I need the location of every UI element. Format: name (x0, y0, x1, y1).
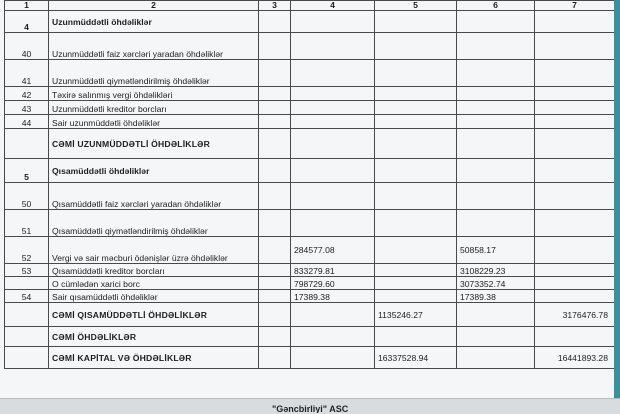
cell-col4: 798729.60 (291, 277, 375, 290)
table-row (5, 264, 615, 277)
cell-col7: 16441893.28 (535, 347, 615, 369)
row-label: Qısamüddətli qiymətləndirilmiş öhdəliklər (49, 210, 259, 237)
cell-col5 (375, 33, 457, 60)
cell-col5 (375, 264, 457, 277)
cell-col6 (457, 11, 535, 33)
cell-col3 (259, 264, 291, 277)
cell-col5 (375, 101, 457, 115)
cell-col5 (375, 129, 457, 159)
cell-col7 (535, 183, 615, 210)
cell-col6: 3108229.23 (457, 264, 535, 277)
cell-col3 (259, 183, 291, 210)
row-label: Uzunmüddətli kreditor borcları (49, 101, 259, 115)
cell-col5 (375, 237, 457, 264)
cell-col6 (457, 115, 535, 129)
cell-col7 (535, 264, 615, 277)
cell-col5 (375, 277, 457, 290)
cell-col5 (375, 159, 457, 183)
cell-col3 (259, 129, 291, 159)
cell-col5 (375, 183, 457, 210)
row-code: 41 (5, 60, 49, 87)
row-label: CƏMİ QISAMÜDDƏTLİ ÖHDƏLİKLƏR (49, 303, 259, 327)
row-code: 43 (5, 101, 49, 115)
cell-col5 (375, 210, 457, 237)
column-header: 5 (375, 1, 457, 11)
cell-col5 (375, 60, 457, 87)
row-code: 51 (5, 210, 49, 237)
cell-col6 (457, 183, 535, 210)
row-code: 52 (5, 237, 49, 264)
table-row (5, 237, 615, 264)
cell-col6 (457, 129, 535, 159)
cell-col3 (259, 327, 291, 347)
cell-col6 (457, 210, 535, 237)
cell-col3 (259, 159, 291, 183)
cell-col7 (535, 87, 615, 101)
cell-col6 (457, 60, 535, 87)
row-label: Vergi və sair məcburi ödənişlər üzrə öhdəliklər (49, 237, 259, 264)
row-label: Təxirə salınmış vergi öhdəlikləri (49, 87, 259, 101)
table-row (5, 290, 615, 303)
cell-col3 (259, 33, 291, 60)
company-name: "Gəncbirliyi" ASC (272, 404, 349, 413)
cell-col7 (535, 327, 615, 347)
cell-col7: 3176476.78 (535, 303, 615, 327)
cell-col4: 284577.08 (291, 237, 375, 264)
column-header: 2 (49, 1, 259, 11)
row-code: 44 (5, 115, 49, 129)
column-header: 3 (259, 1, 291, 11)
cell-col7 (535, 115, 615, 129)
row-label: CƏMİ KAPİTAL VƏ ÖHDƏLİKLƏR (49, 347, 259, 369)
cell-col4 (291, 159, 375, 183)
cell-col7 (535, 290, 615, 303)
cell-col3 (259, 290, 291, 303)
row-code (5, 327, 49, 347)
column-header: 6 (457, 1, 535, 11)
cell-col7 (535, 60, 615, 87)
cell-col4 (291, 183, 375, 210)
column-header: 4 (291, 1, 375, 11)
liabilities-table (4, 0, 615, 369)
cell-col5 (375, 11, 457, 33)
cell-col3 (259, 101, 291, 115)
total-row (5, 129, 615, 159)
cell-col6: 3073352.74 (457, 277, 535, 290)
cell-col7 (535, 237, 615, 264)
cell-col6 (457, 327, 535, 347)
cell-col6 (457, 101, 535, 115)
cell-col6: 50858.17 (457, 237, 535, 264)
cell-col5: 16337528.94 (375, 347, 457, 369)
cell-col5 (375, 327, 457, 347)
cell-col3 (259, 60, 291, 87)
cell-col4 (291, 129, 375, 159)
cell-col3 (259, 11, 291, 33)
row-label: Uzunmüddətli faiz xərcləri yaradan öhdəliklər (49, 33, 259, 60)
cell-col4 (291, 11, 375, 33)
cell-col3 (259, 115, 291, 129)
table-row (5, 60, 615, 87)
table-row (5, 101, 615, 115)
cell-col3 (259, 237, 291, 264)
row-label: CƏMİ UZUNMÜDDƏTLİ ÖHDƏLİKLƏR (49, 129, 259, 159)
row-label: Uzunmüddətli öhdəliklər (49, 11, 259, 33)
cell-col5 (375, 115, 457, 129)
cell-col3 (259, 303, 291, 327)
cell-col6: 17389.38 (457, 290, 535, 303)
cell-col4 (291, 347, 375, 369)
row-label: Qısamüddətli öhdəliklər (49, 159, 259, 183)
row-code: 50 (5, 183, 49, 210)
column-header-row (5, 1, 615, 11)
table-row (5, 159, 615, 183)
row-code (5, 347, 49, 369)
cell-col7 (535, 101, 615, 115)
row-label: O cümlədən xarici borc (49, 277, 259, 290)
cell-col4 (291, 115, 375, 129)
cell-col4 (291, 210, 375, 237)
cell-col7 (535, 11, 615, 33)
cell-col5: 1135246.27 (375, 303, 457, 327)
table-row (5, 210, 615, 237)
row-label: Uzunmüddətli qiymətləndirilmiş öhdəliklər (49, 60, 259, 87)
table-row (5, 183, 615, 210)
row-label: CƏMİ ÖHDƏLİKLƏR (49, 327, 259, 347)
row-label: Sair qısamüddətli öhdəliklər (49, 290, 259, 303)
cell-col7 (535, 159, 615, 183)
row-code: 5 (5, 159, 49, 183)
cell-col4 (291, 33, 375, 60)
cell-col6 (457, 159, 535, 183)
cell-col4 (291, 327, 375, 347)
cell-col7 (535, 129, 615, 159)
cell-col4: 17389.38 (291, 290, 375, 303)
cell-col3 (259, 277, 291, 290)
row-code (5, 303, 49, 327)
cell-col4 (291, 60, 375, 87)
row-label: Qısamüddətli kreditor borcları (49, 264, 259, 277)
cell-col5 (375, 290, 457, 303)
cell-col3 (259, 210, 291, 237)
cell-col6 (457, 87, 535, 101)
cell-col5 (375, 87, 457, 101)
column-header: 7 (535, 1, 615, 11)
row-code: 54 (5, 290, 49, 303)
row-code: 53 (5, 264, 49, 277)
table-row (5, 87, 615, 101)
row-code (5, 129, 49, 159)
table-row (5, 115, 615, 129)
table-row (5, 277, 615, 290)
row-label: Qısamüddətli faiz xərcləri yaradan öhdəliklər (49, 183, 259, 210)
table-row (5, 11, 615, 33)
table-row (5, 33, 615, 60)
cell-col3 (259, 87, 291, 101)
row-code: 40 (5, 33, 49, 60)
cell-col6 (457, 347, 535, 369)
cell-col7 (535, 277, 615, 290)
cell-col4: 833279.81 (291, 264, 375, 277)
total-row (5, 303, 615, 327)
cell-col7 (535, 33, 615, 60)
cell-col6 (457, 303, 535, 327)
column-header: 1 (5, 1, 49, 11)
total-row (5, 347, 615, 369)
page-edge (614, 0, 620, 398)
cell-col7 (535, 210, 615, 237)
cell-col6 (457, 33, 535, 60)
cell-col4 (291, 303, 375, 327)
cell-col4 (291, 87, 375, 101)
row-code: 4 (5, 11, 49, 33)
cell-col4 (291, 101, 375, 115)
row-code: 42 (5, 87, 49, 101)
row-label: Sair uzunmüddətli öhdəliklər (49, 115, 259, 129)
total-row (5, 327, 615, 347)
cell-col3 (259, 347, 291, 369)
row-code (5, 277, 49, 290)
